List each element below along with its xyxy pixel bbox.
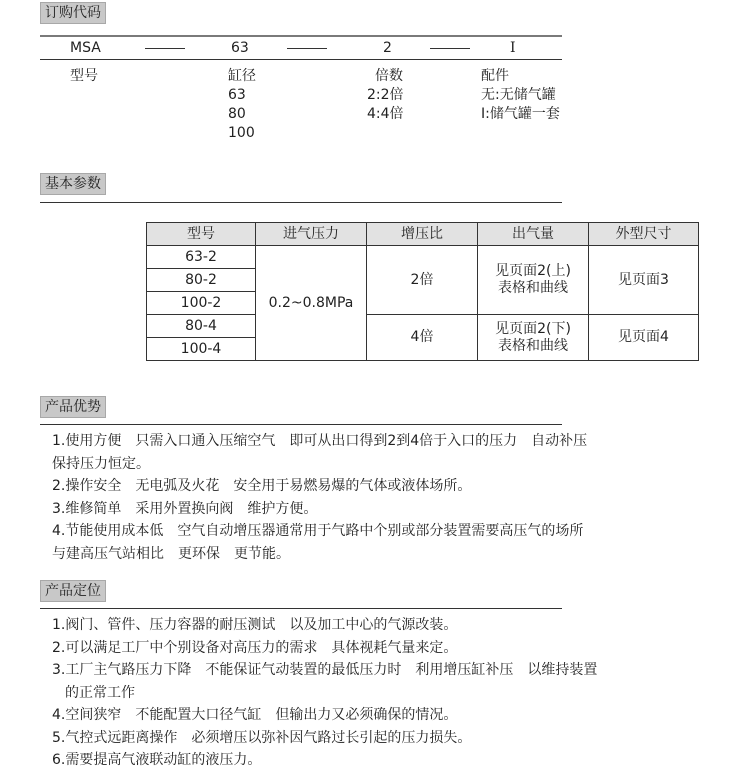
advantage-line: 2.操作安全 无电弧及火花 安全用于易燃易爆的气体或液体场所。 [52,478,472,494]
model-cell: 100-2 [147,292,256,315]
code-part-ratio: 2 [383,40,392,56]
divider [40,608,562,609]
table-row [147,246,699,269]
code-part-bore: 63 [231,40,249,56]
positioning-line: 3.工厂主气路压力下降 不能保证气动装置的最低压力时 利用增压缸补压 以维持装置 [52,662,598,678]
params-table [146,222,699,361]
column-label-bore: 缸径 [228,68,256,84]
positioning-line: 6.需要提高气液联动缸的液压力。 [52,752,262,768]
header-model: 型号 [147,223,256,246]
advantage-line: 保持压力恒定。 [52,455,150,472]
code-separator [145,48,185,49]
header-dimensions: 外型尺寸 [589,223,699,246]
section-title-advantages: 产品优势 [40,396,106,418]
positioning-line: 的正常工作 [65,684,135,701]
model-cell: 80-4 [147,315,256,338]
bore-option: 80 [228,106,246,122]
accessory-option: 无:无储气罐 [481,87,556,103]
divider [40,424,562,425]
section-title-order-code: 订购代码 [40,2,106,24]
size-cell: 见页面3 [589,246,699,315]
header-boost-ratio: 增压比 [367,223,478,246]
advantage-line: 3.维修简单 采用外置换向阀 维护方便。 [52,500,318,517]
size-cell: 见页面4 [589,315,699,361]
ratio-cell: 4倍 [367,315,478,361]
output-line: 表格和曲线 [498,280,568,296]
table-row [147,315,699,338]
column-label-accessory: 配件 [481,68,509,84]
ratio-option: 4:4倍 [367,106,404,122]
ratio-option: 2:2倍 [367,87,404,103]
output-cell [478,246,589,315]
column-label-model: 型号 [70,68,98,84]
positioning-line: 2.可以满足工厂中个别设备对高压力的需求 具体视耗气量来定。 [52,639,458,656]
code-separator [430,48,470,49]
accessory-option: I:储气罐一套 [481,106,560,122]
output-cell [478,315,589,361]
advantage-line: 1.使用方便 只需入口通入压缩空气 即可从出口得到2到4倍于入口的压力 自动补压 [52,433,588,449]
section-title-positioning: 产品定位 [40,580,106,602]
model-cell: 80-2 [147,269,256,292]
positioning-line: 1.阀门、管件、压力容器的耐压测试 以及加工中心的气源改装。 [52,617,458,633]
advantage-line: 4.节能使用成本低 空气自动增压器通常用于气路中个别或部分装置需要高压气的场所 [52,523,584,539]
positioning-list [52,614,672,772]
divider [40,59,562,60]
output-line: 见页面2(下) [495,320,571,337]
ratio-cell: 2倍 [367,246,478,315]
section-title-basic-params: 基本参数 [40,173,106,195]
code-part-accessory: I [510,40,516,56]
code-separator [287,48,327,49]
bore-option: 100 [228,125,255,141]
output-line: 表格和曲线 [498,337,568,354]
divider [40,35,562,37]
bore-option: 63 [228,87,246,103]
inlet-pressure-cell: 0.2~0.8MPa [256,246,367,361]
model-cell: 63-2 [147,246,256,269]
divider [40,202,562,203]
header-output: 出气量 [478,223,589,246]
positioning-line: 5.气控式远距离操作 必须增压以弥补因气路过长引起的压力损失。 [52,729,472,746]
model-cell: 100-4 [147,338,256,361]
output-line: 见页面2(上) [495,263,571,279]
advantage-line: 与建高压气站相比 更环保 更节能。 [52,545,290,562]
column-label-ratio: 倍数 [375,68,403,84]
positioning-line: 4.空间狭窄 不能配置大口径气缸 但输出力又必须确保的情况。 [52,707,458,723]
code-part-series: MSA [70,40,101,56]
table-header-row [147,223,699,246]
advantages-list [52,430,672,565]
header-inlet-pressure: 进气压力 [256,223,367,246]
